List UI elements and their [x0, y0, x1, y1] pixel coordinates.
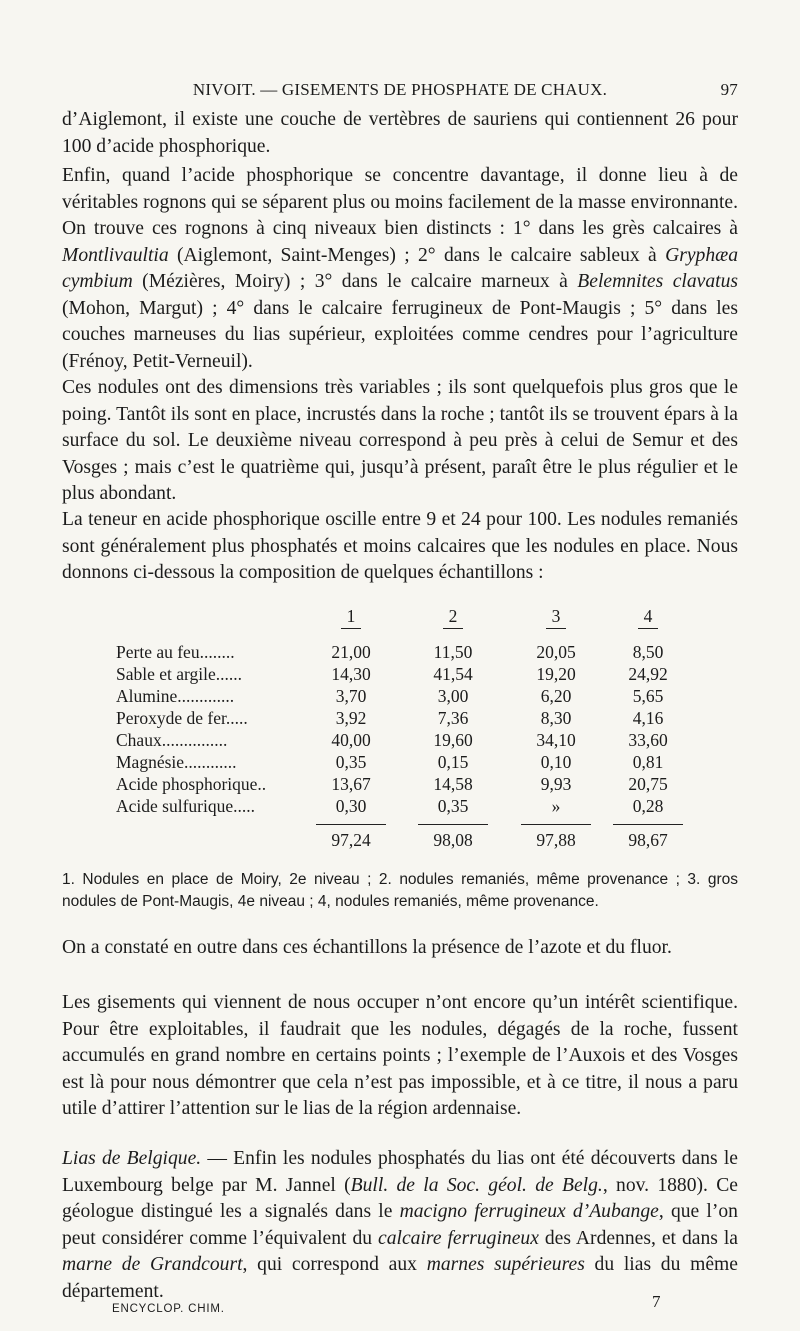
row-label: Perte au feu........	[116, 642, 235, 662]
table-cell: 9,93	[540, 774, 572, 794]
page-number: 97	[720, 80, 738, 99]
row-label: Magnésie............	[116, 752, 237, 772]
paragraph-2-text-d: (Mohon, Margut) ; 4° dans le calcaire ferrugineux de Pont-Maugis ; 5° dans les couches marneuses du lias supérieur, exploitées comme cendres pour l’agriculture (Frénoy, Petit-Verneuil).	[62, 297, 738, 372]
table-cell: 0,35	[335, 752, 367, 772]
paragraph-4-text: La teneur en acide phosphorique oscille entre 9 et 24 pour 100. Les nodules remaniés sont généralement plus phosphatés et moins calcaires que les nodules en place. Nous donnons ci-dessous la composition de quelques échantillons :	[62, 509, 738, 583]
sum-rule	[418, 824, 488, 825]
paragraph-7-text-e: , qui correspond aux	[242, 1254, 427, 1275]
table-cell: 0,81	[632, 752, 664, 772]
paragraph-7-text-b: , nov. 1880). Ce géologue distingué les a signalés dans le	[62, 1174, 738, 1222]
table-row	[116, 664, 698, 686]
paragraph-6-text: Les gisements qui viennent de nous occuper n’ont encore qu’un intérêt scientifique. Pour être exploitables, il faudrait que les nodules, dégagés de la roche, fussent accumulés en grand nombre en certains points ; l’exemple de l’Auxois et des Vosges est là pour nous démontrer que cela n’est pas impossible, et à ce titre, il nous a paru utile d’attirer l’attention sur le lias de la région ardennaise.	[62, 992, 738, 1119]
row-label: Alumine.............	[116, 686, 235, 706]
paragraph-7-text-d: des Ardennes, et dans la	[538, 1227, 738, 1249]
table-cell: 33,60	[628, 730, 668, 750]
column-rule	[341, 628, 361, 629]
table-cell: 7,36	[437, 708, 469, 728]
table-cell: 11,50	[433, 642, 473, 662]
table-cell: 3,70	[335, 686, 367, 706]
table-cell: 0,10	[540, 752, 572, 772]
total-cell: 97,88	[536, 830, 576, 850]
signature-mark: ENCYCLOP. CHIM.	[112, 1303, 225, 1315]
row-label: Sable et argile......	[116, 664, 243, 684]
row-label: Acide sulfurique.....	[116, 796, 255, 816]
paragraph-5-text: On a constaté en outre dans ces échantillons la présence de l’azote et du fluor.	[62, 937, 672, 958]
paragraph-3	[62, 375, 738, 508]
table-row	[116, 708, 698, 730]
paragraph-7-text-a: — Enfin les nodules phosphatés du lias ont été découverts dans le Luxembourg belge par M. Jannel (	[62, 1148, 738, 1196]
table-cell: 0,15	[437, 752, 469, 772]
table-cell: 5,65	[632, 686, 664, 706]
table-cell: 14,58	[433, 774, 473, 794]
paragraph-2-text-c: (Mézières, Moiry) ; 3° dans le calcaire marneux à	[132, 271, 578, 292]
table-cell: 0,35	[437, 796, 469, 816]
sum-rule	[613, 824, 683, 825]
table-cell: 41,54	[433, 664, 473, 684]
column-header: 4	[643, 606, 653, 626]
table-row	[116, 730, 698, 752]
table-cell: 0,28	[632, 796, 664, 816]
row-label: Chaux...............	[116, 730, 228, 750]
table-cell: 6,20	[540, 686, 572, 706]
paragraph-6	[62, 990, 738, 1123]
term-calcaire-ferrugineux: calcaire ferrugineux	[378, 1227, 539, 1249]
paragraph-5	[62, 935, 738, 962]
table-cell: 13,67	[331, 774, 371, 794]
column-header: 2	[448, 606, 458, 626]
table-cell: 8,50	[632, 642, 664, 662]
table-cell: 0,30	[335, 796, 367, 816]
column-header: 1	[346, 606, 356, 626]
table-cell: 40,00	[331, 730, 371, 750]
term-marne-grandcourt: marne de Grandcourt	[62, 1254, 243, 1275]
term-marnes-superieures: marnes supérieures	[426, 1254, 585, 1275]
table-cell: 14,30	[331, 664, 371, 684]
paragraph-7-text-f: du lias du même département.	[62, 1254, 738, 1302]
table-row	[116, 642, 698, 664]
term-macigno: macigno ferrugineux d’Aubange	[399, 1201, 659, 1222]
paragraph-3-text: Ces nodules ont des dimensions très variables ; ils sont quelquefois plus gros que le poing. Tantôt ils sont en place, incrustés dans la roche ; tantôt ils se trouvent épars à la surface du sol. Le deuxième niveau correspond à peu près à celui de Semur et des Vosges ; mais c’est le quatrième qui, jusqu’à présent, paraît être le plus régulier et le plus abondant.	[62, 377, 738, 504]
composition-table	[116, 606, 698, 850]
sum-rule	[316, 824, 386, 825]
column-header: 3	[551, 606, 561, 626]
table-cell: 19,20	[536, 664, 576, 684]
paragraph-2-text-b: (Aiglemont, Saint-Menges) ; 2° dans le calcaire sableux à	[168, 244, 666, 266]
row-label: Peroxyde de fer.....	[116, 708, 248, 728]
total-cell: 97,24	[331, 830, 371, 850]
total-cell: 98,08	[433, 830, 473, 850]
paragraph-2	[62, 163, 738, 375]
sheet-number: 7	[652, 1292, 661, 1311]
taxon-montlivaultia: Montlivaultia	[62, 244, 169, 266]
table-cell: 24,92	[628, 664, 668, 684]
column-rule	[546, 628, 566, 629]
table-cell: »	[551, 796, 561, 816]
total-cell: 98,67	[628, 830, 668, 850]
column-rule	[638, 628, 658, 629]
paragraph-7-text-c: , que l’on peut considérer comme l’équivalent du	[62, 1201, 738, 1249]
table-row	[116, 774, 698, 796]
header-title: NIVOIT. — GISEMENTS DE PHOSPHATE DE CHAUX.	[192, 80, 608, 99]
paragraph-1-text: d’Aiglemont, il existe une couche de vertèbres de sauriens qui contiennent 26 pour 100 d’acide phosphorique.	[62, 109, 738, 157]
row-label: Acide phosphorique..	[116, 774, 267, 794]
table-cell: 19,60	[433, 730, 473, 750]
column-rule	[443, 628, 463, 629]
citation-bulletin: Bull. de la Soc. géol. de Belg.	[350, 1174, 603, 1196]
table-cell: 3,92	[335, 708, 367, 728]
table-footnote: 1. Nodules en place de Moiry, 2e niveau ; 2. nodules remaniés, même provenance ; 3. gros nodules de Pont-Maugis, 4e niveau ; 4, nodules remaniés, même provenance.	[62, 871, 738, 910]
paragraph-1	[62, 107, 738, 160]
section-heading-lias-belgique: Lias de Belgique.	[62, 1148, 202, 1169]
paragraph-4	[62, 507, 738, 587]
table-cell: 21,00	[331, 642, 371, 662]
taxon-belemnites: Belemnites clavatus	[577, 271, 738, 292]
table-cell: 4,16	[632, 708, 664, 728]
table-cell: 34,10	[536, 730, 576, 750]
paragraph-7	[62, 1146, 738, 1305]
table-cell: 8,30	[540, 708, 572, 728]
table-row	[116, 752, 698, 774]
paragraph-2-text-a: Enfin, quand l’acide phosphorique se concentre davantage, il donne lieu à de véritables rognons qui se séparent plus ou moins facilement de la masse environnante. On trouve ces rognons à cinq niveaux bien distincts : 1° dans les grès calcaires à	[62, 165, 738, 239]
table-cell: 20,75	[628, 774, 668, 794]
running-header	[62, 80, 738, 104]
table-cell: 3,00	[437, 686, 469, 706]
table-row	[116, 686, 698, 708]
table-cell: 20,05	[536, 642, 576, 662]
table-row	[116, 796, 698, 818]
taxon-gryphaea: Gryphæa cymbium	[62, 244, 738, 292]
sum-rule	[521, 824, 591, 825]
